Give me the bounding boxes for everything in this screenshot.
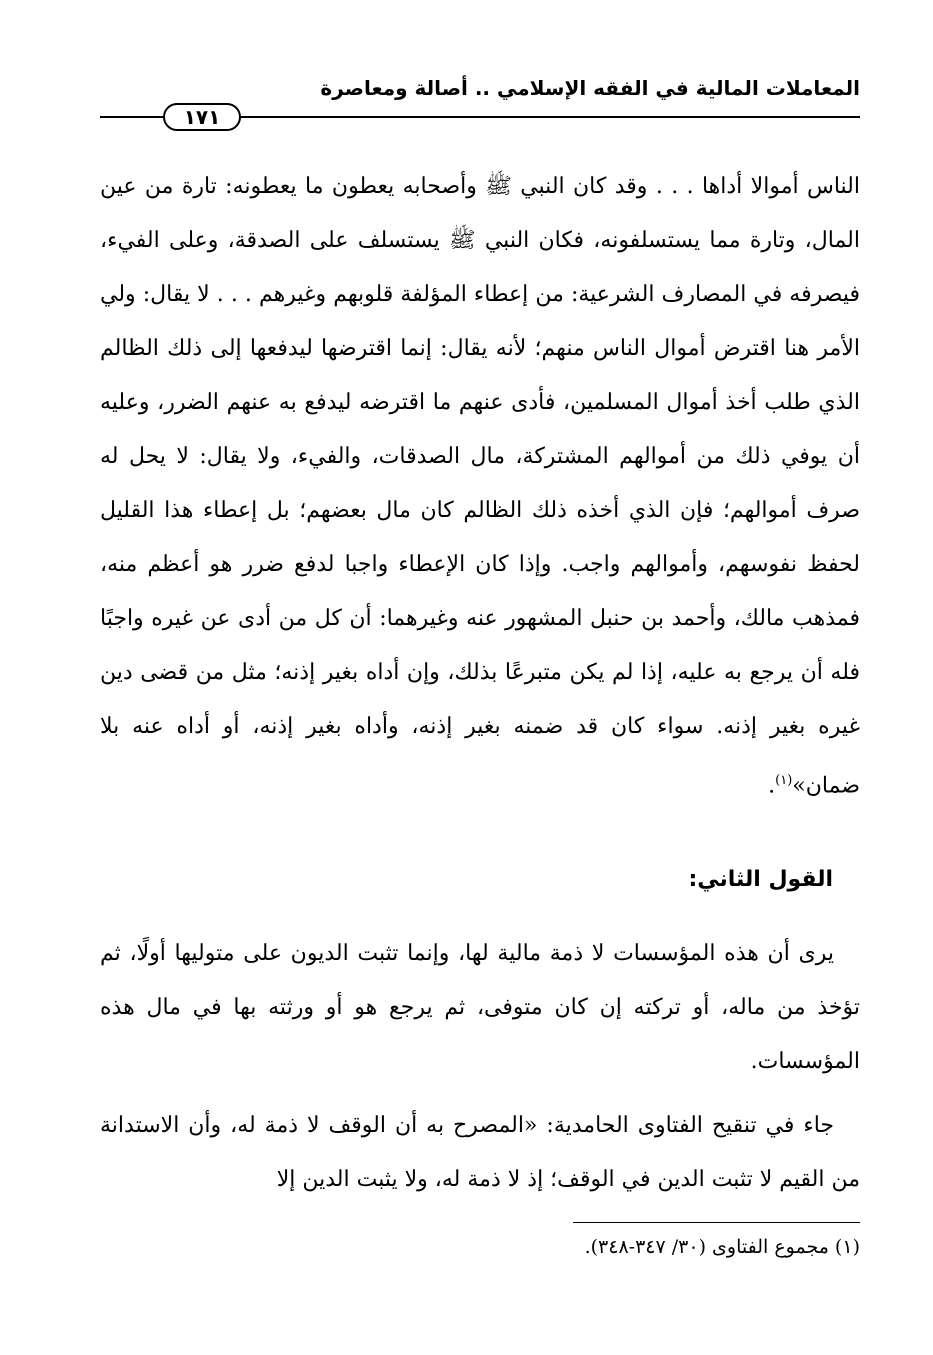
paragraph-quotation: جاء في تنقيح الفتاوى الحامدية: «المصرح به أن الوقف لا ذمة له، وأن الاستدانة من القيم لا تثبت الدين في الوقف؛ إذ لا ذمة له، ولا يثبت الدين إلا <box>100 1113 860 1192</box>
footnote: (١) مجموع الفتاوى (٣٠/ ٣٤٧-٣٤٨). <box>584 1236 860 1258</box>
page-number: ١٧١ <box>163 103 241 131</box>
paragraph-text: الناس أموالا أداها . . . وقد كان النبي ﷺ وأصحابه يعطون ما يعطونه: تارة من عين المال، وتارة مما يستسلفونه، فكان النبي ﷺ يستسلف على الصدقة، وعلى الفيء، فيصرفه في المصارف الشرعية: من إعطاء المؤلفة قلوبهم وغيرهم . . . لا يقال: ولي الأمر هنا اقترض أموال الناس منهم؛ لأنه يقال: إنما اقترضها ليدفعها إلى ذلك الظالم الذي طلب أخذ أموال المسلمين، فأدى عنهم ما اقترضه ليدفع به عنهم الضرر، وعليه أن يوفي ذلك من أموالهم المشتركة، مال الصدقات، والفيء، ولا يقال: لا يحل له صرف أموالهم؛ فإن الذي أخذه ذلك الظالم كان مال بعضهم؛ بل إعطاء هذا القليل لحفظ نفوسهم، وأموالهم واجب. وإذا كان الإعطاء واجبا لدفع ضرر هو أعظم منه، فمذهب مالك، وأحمد بن حنبل المشهور عنه وغيرهما: أن كل من أدى عن غيره واجبًا فله أن يرجع به عليه، إذا لم يكن متبرعًا بذلك، وإن أداه بغير إذنه؛ مثل من قضى دين غيره بغير إذنه. سواء كان قد ضمنه بغير إذنه، وأداه بغير إذنه، أو أداه عنه بلا ضمان» <box>100 174 860 799</box>
footnote-divider <box>573 1222 860 1223</box>
footnote-reference: (١) <box>775 773 793 788</box>
sentence-end: . <box>768 773 776 799</box>
running-header-title: المعاملات المالية في الفقه الإسلامي .. أصالة ومعاصرة <box>320 76 860 100</box>
paragraph-continuation <box>100 160 860 813</box>
section-heading: القول الثاني: <box>688 867 833 892</box>
paragraph-second-opinion: يرى أن هذه المؤسسات لا ذمة مالية لها، وإنما تثبت الديون على متوليها أولًا، ثم تؤخذ من ماله، أو تركته إن كان متوفى، ثم يرجع هو أو ورثته بها في مال هذه المؤسسات. <box>100 941 860 1074</box>
